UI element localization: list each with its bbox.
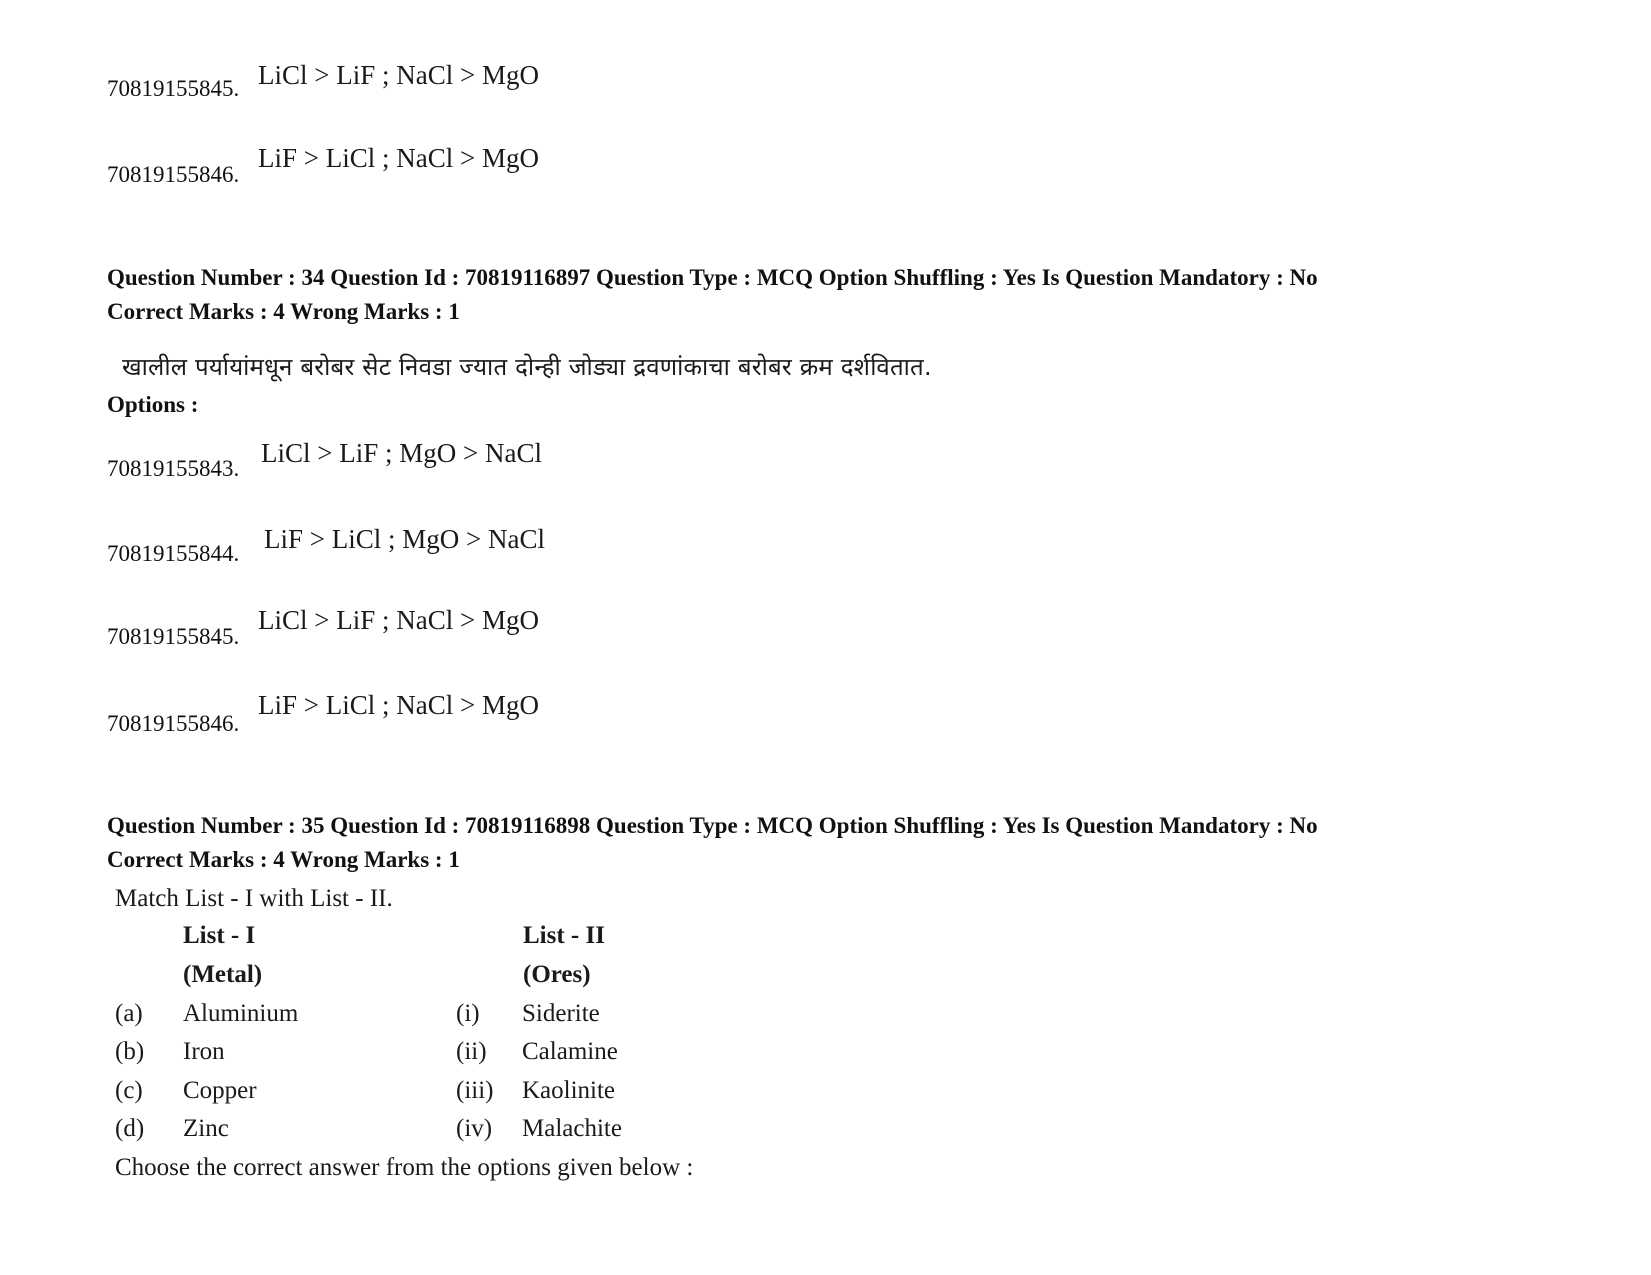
option-formula: LiF > LiCl ; NaCl > MgO [258, 143, 539, 173]
list2-item: Siderite [522, 1000, 600, 1027]
list2-title: List - II [523, 922, 605, 949]
question-text: खालील पर्यायांमधून बरोबर सेट निवडा ज्यात दोन्ही जोड्या द्रवणांकाचा बरोबर क्रम दर्शवितात. [122, 353, 932, 381]
list2-subtitle: (Ores) [523, 961, 591, 988]
list1-item: Aluminium [183, 1000, 299, 1027]
question-header: Question Number : 34 Question Id : 70819116897 Question Type : MCQ Option Shuffling : Yes Is Question Mandatory : No [107, 265, 1318, 290]
option-formula: LiF > LiCl ; MgO > NaCl [264, 524, 545, 554]
option-formula: LiCl > LiF ; NaCl > MgO [258, 605, 539, 635]
list1-item: Iron [183, 1038, 225, 1065]
list1-label: (b) [115, 1038, 145, 1065]
list2-item: Calamine [522, 1038, 618, 1065]
option-id: 70819155845. [107, 76, 240, 101]
option-id: 70819155844. [107, 541, 240, 566]
list2-item: Malachite [522, 1115, 622, 1142]
match-intro: Match List - I with List - II. [115, 885, 393, 912]
list1-item: Copper [183, 1077, 257, 1104]
option-id: 70819155845. [107, 624, 240, 649]
list2-item: Kaolinite [522, 1077, 616, 1104]
option-formula: LiCl > LiF ; MgO > NaCl [261, 438, 542, 468]
list2-label: (i) [456, 1000, 480, 1027]
list1-subtitle: (Metal) [183, 961, 263, 988]
question-header: Question Number : 35 Question Id : 70819116898 Question Type : MCQ Option Shuffling : Yes Is Question Mandatory : No [107, 813, 1318, 838]
option-formula: LiF > LiCl ; NaCl > MgO [258, 690, 539, 720]
options-label: Options : [107, 392, 199, 417]
list2-label: (iv) [456, 1115, 493, 1142]
option-id: 70819155846. [107, 162, 240, 187]
list1-label: (a) [115, 1000, 143, 1027]
list1-label: (c) [115, 1077, 143, 1104]
list1-label: (d) [115, 1115, 145, 1142]
list1-item: Zinc [183, 1115, 229, 1142]
question-marks: Correct Marks : 4 Wrong Marks : 1 [107, 299, 460, 324]
list1-title: List - I [183, 922, 256, 949]
list2-label: (iii) [456, 1077, 494, 1104]
answer-instruction: Choose the correct answer from the options given below : [115, 1154, 694, 1181]
question-marks: Correct Marks : 4 Wrong Marks : 1 [107, 847, 460, 872]
list2-label: (ii) [456, 1038, 487, 1065]
option-formula: LiCl > LiF ; NaCl > MgO [258, 60, 539, 90]
option-id: 70819155843. [107, 456, 240, 481]
option-id: 70819155846. [107, 711, 240, 736]
